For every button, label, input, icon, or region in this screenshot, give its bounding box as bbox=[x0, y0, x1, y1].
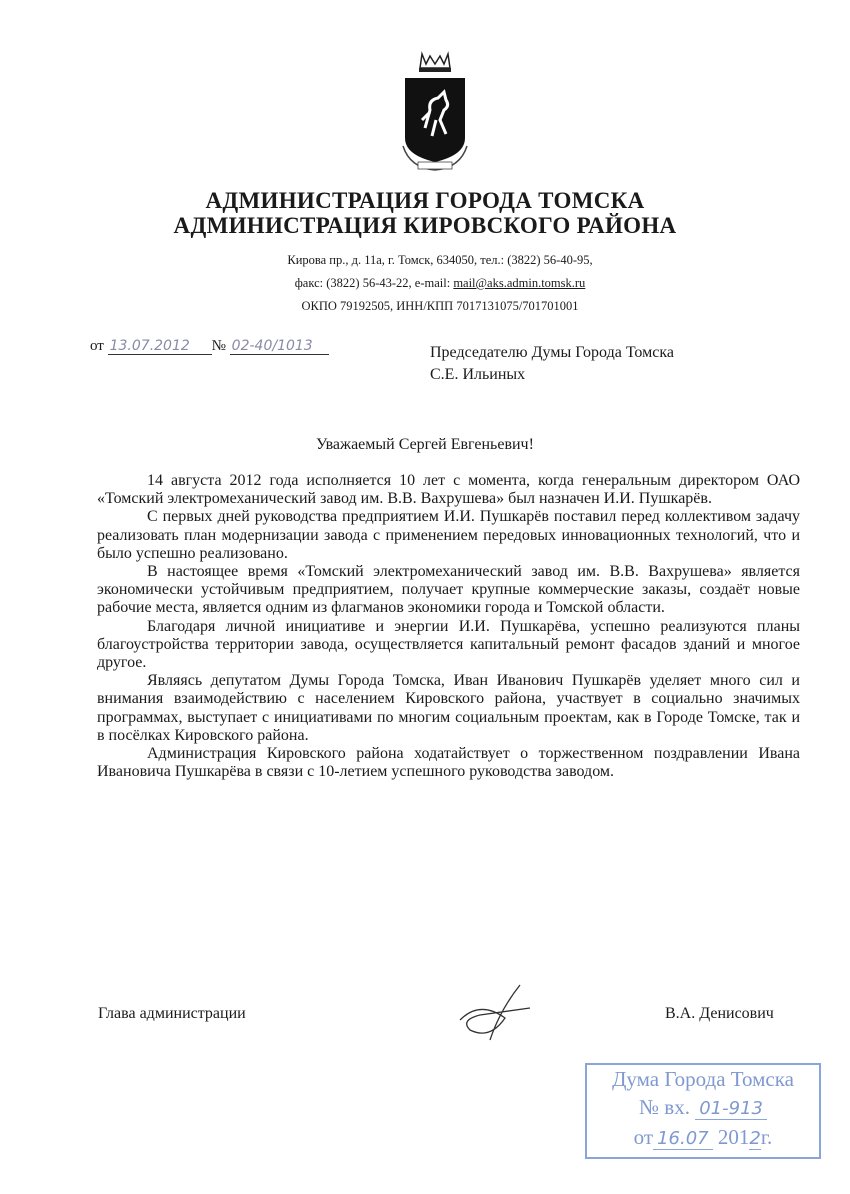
stamp-date-row bbox=[587, 1123, 819, 1153]
stamp-date: 16.07 bbox=[653, 1128, 713, 1150]
addressee-name: С.Е. Ильиных bbox=[430, 366, 526, 383]
handwritten-signature bbox=[450, 980, 540, 1050]
city-emblem bbox=[400, 50, 470, 175]
paragraph: Являясь депутатом Думы Города Томска, Иван Иванович Пушкарёв уделяет много сил и внимания взаимодействию с населением Кировского района, участвует в социально значимых программах, выступает с инициативами по многим социальным проектам, как в Городе Томске, так и в посёлках Кировского района. bbox=[97, 672, 800, 744]
incoming-stamp bbox=[585, 1063, 821, 1159]
org-name-district: АДМИНИСТРАЦИЯ КИРОВСКОГО РАЙОНА bbox=[173, 213, 677, 238]
stamp-number: 01-913 bbox=[695, 1098, 767, 1120]
stamp-number-label: № вх. bbox=[639, 1095, 690, 1119]
stamp-title: Дума Города Томска bbox=[612, 1067, 794, 1091]
letter-body bbox=[97, 472, 800, 781]
email-link[interactable]: mail@aks.admin.tomsk.ru bbox=[453, 276, 586, 290]
paragraph: Администрация Кировского района ходатайствует о торжественном поздравлении Ивана Ивановича Пушкарёва в связи с 10-летием успешного руководства заводом. bbox=[97, 745, 800, 781]
address-line: Кирова пр., д. 11а, г. Томск, 634050, тел.: (3822) 56-40-95, bbox=[287, 253, 593, 267]
signatory-title: Глава администрации bbox=[98, 1005, 246, 1022]
stamp-from-label: от bbox=[633, 1125, 654, 1149]
stamp-year-unit: г. bbox=[760, 1125, 773, 1149]
letter-number: 02-40/1013 bbox=[230, 338, 329, 355]
paragraph: Благодаря личной инициативе и энергии И.И. Пушкарёва, успешно реализуются планы благоустройства территории завода, осуществляется капитальный ремонт фасадов зданий и многое другое. bbox=[97, 617, 800, 672]
org-name-city: АДМИНИСТРАЦИЯ ГОРОДА ТОМСКА bbox=[205, 188, 645, 213]
fax-text: факс: (3822) 56-43-22, e-mail: bbox=[294, 276, 454, 290]
addressee-position: Председателю Думы Города Томска bbox=[430, 344, 674, 361]
from-label: от bbox=[90, 338, 104, 354]
codes-line: ОКПО 79192505, ИНН/КПП 7017131075/701701001 bbox=[301, 299, 579, 313]
paragraph: В настоящее время «Томский электромеханический завод им. В.В. Вахрушева» является экономически устойчивым предприятием, получает крупные коммерческие заказы, создаёт новые рабочие места, является одним из флагманов экономики города и Томской области. bbox=[97, 563, 800, 617]
addressee bbox=[430, 342, 674, 386]
reference-line bbox=[90, 338, 329, 355]
salutation: Уважаемый Сергей Евгеньевич! bbox=[316, 436, 534, 453]
stamp-year-prefix: 201 bbox=[717, 1125, 750, 1149]
stamp-number-row bbox=[587, 1093, 819, 1123]
letter-date: 13.07.2012 bbox=[108, 338, 212, 355]
paragraph: 14 августа 2012 года исполняется 10 лет с момента, когда генеральным директором ОАО «Томский электромеханический завод им. В.В. Вахрушева» был назначен И.И. Пушкарёв. bbox=[97, 472, 800, 508]
signatory-name: В.А. Денисович bbox=[665, 1005, 774, 1022]
paragraph: С первых дней руководства предприятием И.И. Пушкарёв поставил перед коллективом задачу реализовать план модернизации завода с применением передовых инновационных технологий, что и было успешно реализовано. bbox=[97, 508, 800, 562]
fax-email-line bbox=[0, 276, 850, 291]
stamp-year-suffix: 2 bbox=[749, 1128, 761, 1149]
number-label: № bbox=[211, 338, 226, 354]
